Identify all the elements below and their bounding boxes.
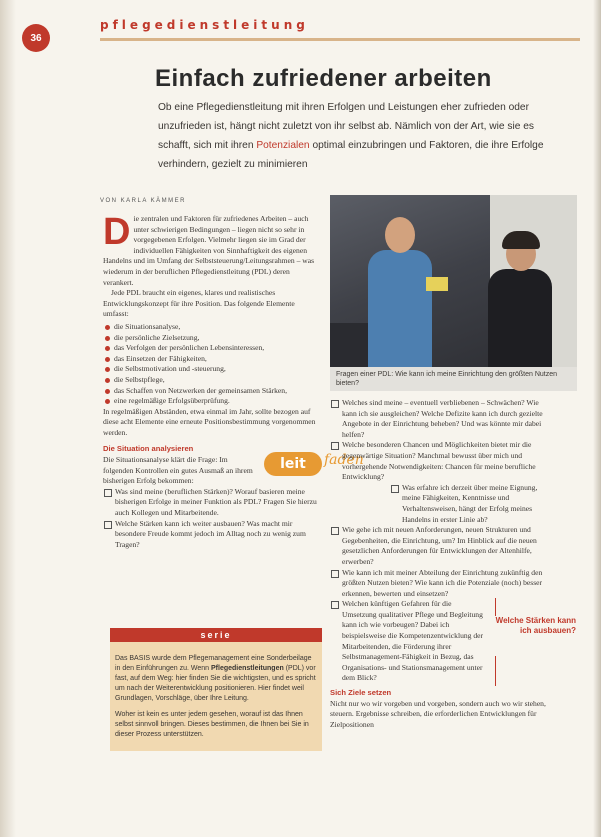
section-rule xyxy=(100,38,580,41)
byline: VON KARLA KÄMMER xyxy=(100,198,187,204)
person-nurse xyxy=(368,250,432,367)
checklist-item: Welchen künftigen Gefahren für die Umsetzung qualitativer Pflege und Begleitung kann ich wie vorbeugen? Dabei ich beispielsweise die Kompetenzentwicklung der Mitarbeitenden, die Förderung ihrer Selbstmanagement-Fähigkeit in Bezug, das Organisations- und Stationsmanagement unter dem Blick? xyxy=(330,599,485,684)
article-title: Einfach zufriedener arbeiten xyxy=(155,65,492,92)
bullet-list xyxy=(103,322,321,407)
section-heading: pflegedienstleitung xyxy=(100,18,309,32)
article-lead xyxy=(158,98,558,174)
checklist-item: Welche Stärken kann ich weiter ausbauen? Was macht mir besondere Freude kommt jedoch im Alltag noch zu wenig zum Tragen? xyxy=(103,519,321,551)
right-column xyxy=(330,398,552,730)
serie-paragraph: Das BASIS wurde dem Pflegemanagement eine Sonderbeilage in den Einführungen zu. Wenn Pflegedienstleitungen (PDL) vor fast, auf dem Weg: hier finden Sie die wichtigsten, und es spricht um nach der Weiterentwicklung positionieren. Hier findet weil Grundlagen, Vorschläge, über Ihre Leitung. xyxy=(115,655,316,702)
pull-quote-rule xyxy=(495,598,496,616)
checklist-item: Wie kann ich mit meiner Abteilung der Einrichtung zukünftig den größten Nutzen bieten? Wie kann ich die Potenziale (noch) besser erkennen, bewerten und einsetzen? xyxy=(330,568,552,600)
list-item: die Selbstmotivation und -steuerung, xyxy=(103,364,321,375)
serie-paragraph: Woher ist kein es unter jedem gesehen, worauf ist das Ihnen selbst sinnvoll bringen. Dieses bestimmen, die Ihnen bei Sie in dieser Prozess unterstützen. xyxy=(115,711,309,738)
page-number-badge: 36 xyxy=(22,24,50,52)
subheading: Sich Ziele setzen xyxy=(330,688,392,698)
list-item: die persönliche Zielsetzung, xyxy=(103,333,321,344)
checklist-item: Welche besonderen Chancen und Möglichkeiten bietet mir die gegenwärtige Situation? Manchmal bewusst über mich und vorhergehende Notwendigkeiten: Chancen für meine berufliche Entwicklung? xyxy=(330,440,552,482)
list-item: das Verfolgen der persönlichen Lebensinteressen, xyxy=(103,343,321,354)
checklist-item: Was sind meine (beruflichen Stärken)? Worauf basieren meine bisherigen Erfolge in meiner Funktion als PDL? Fragen Sie hierzu auch Kollegen und Mitarbeitende. xyxy=(103,487,321,519)
checklist-item: Wie gehe ich mit neuen Anforderungen, neuen Strukturen und Gegebenheiten, die Einrichtung, um? Im Hinblick auf die neuen gesetzlichen Anforderungen für Entwicklungen der Altenhilfe, erwerben? xyxy=(330,525,552,567)
list-item: die Situationsanalyse, xyxy=(103,322,321,333)
checkbox-list xyxy=(330,398,552,684)
drop-cap: D xyxy=(103,211,131,253)
checklist-item: Was erfahre ich derzeit über meine Eignung, meine Fähigkeiten, Kenntnisse und Verhaltensweisen, hängt der Erfolg meines Handelns in erster Linie ab? xyxy=(390,483,552,525)
list-item: eine regelmäßige Erfolgsüberprüfung. xyxy=(103,396,321,407)
list-item: das Einsetzen der Fähigkeiten, xyxy=(103,354,321,365)
body-paragraph: Die Situationsanalyse klärt die Frage: Im folgenden Kontrollen ein gutes Ausmaß an ihrem bisherigen Erfolg bekommen: xyxy=(103,455,253,486)
article-photo xyxy=(330,195,577,367)
body-paragraph: Jede PDL braucht ein eigenes, klares und realistisches Entwicklungskonzept für ihre Position. Das folgende Elemente umfasst: xyxy=(103,288,295,319)
pull-quote: Welche Stärken kann ich ausbauen? xyxy=(495,616,576,635)
serie-bold: Pflegedienstleitungen xyxy=(211,665,284,672)
left-column xyxy=(103,211,321,550)
leit-pill: leit xyxy=(264,452,322,476)
serie-label: serie xyxy=(110,628,322,642)
checklist-item: Welches sind meine – eventuell verbliebenen – Schwächen? Wie kann ich sie ausgleichen? Welche Defizite kann ich durch gezielte Angebote in der Einrichtung beheben? Und was könnte mir dabei helfen? xyxy=(330,398,552,440)
serie-text xyxy=(115,654,317,740)
person-manager xyxy=(488,269,552,367)
body-paragraph: In regelmäßigen Abständen, etwa einmal im Jahr, sollte bezogen auf diese acht Elemente eine erneute Positionsbestimmung vorgenommen werden. xyxy=(103,406,316,437)
lead-text-1: Ob eine Pflegedienstleitung mit ihren Erfolgen und Leistungen eher zufrieden oder unzufrieden ist, hängt nicht zuletzt von ihr selbst ab. Nämlich von der Art, wie sie es schafft, sich mit ihren xyxy=(158,102,534,151)
page-gutter-shadow xyxy=(0,0,16,837)
photo-caption: Fragen einer PDL: Wie kann ich meine Einrichtung den größten Nutzen bieten? xyxy=(330,367,577,391)
faden-script: faden xyxy=(324,452,364,468)
lead-highlight: Potenzialen xyxy=(256,140,310,151)
lead-text-2: optimal einzubringen und Faktoren, die ihre Erfolge verhindern, gezielt zu minimieren xyxy=(158,140,544,170)
body-paragraph: Nicht nur wo wir vorgeben und vorgeben, sondern auch wo wir stehen, steuern. Ergebnisse schreiben, die erforderlichen Entwicklungen für Zielpositionen xyxy=(330,698,546,729)
list-item: die Selbstpflege, xyxy=(103,375,321,386)
page-edge xyxy=(593,0,601,837)
intro-paragraph: Die zentralen und Faktoren für zufriedenes Arbeiten – auch unter schwierigen Bedingungen – liegen nicht so sehr in vorgegebenen Erfolgen. Vielmehr liegen sie im Grad der individuellen Fähigkeiten von Sinnhaftigkeit des eigenen Handelns und im Umfang der Selbststeuerung/Leitungsrahmen – was wiederum in der beruflichen Pflegedienstleitung (PDL) deren verankert. xyxy=(103,211,315,287)
list-item: das Schaffen von Netzwerken der gemeinsamen Stärken, xyxy=(103,386,321,397)
checkbox-list xyxy=(103,487,321,551)
subheading: Die Situation analysieren xyxy=(103,444,194,454)
pull-quote-rule xyxy=(495,656,496,686)
